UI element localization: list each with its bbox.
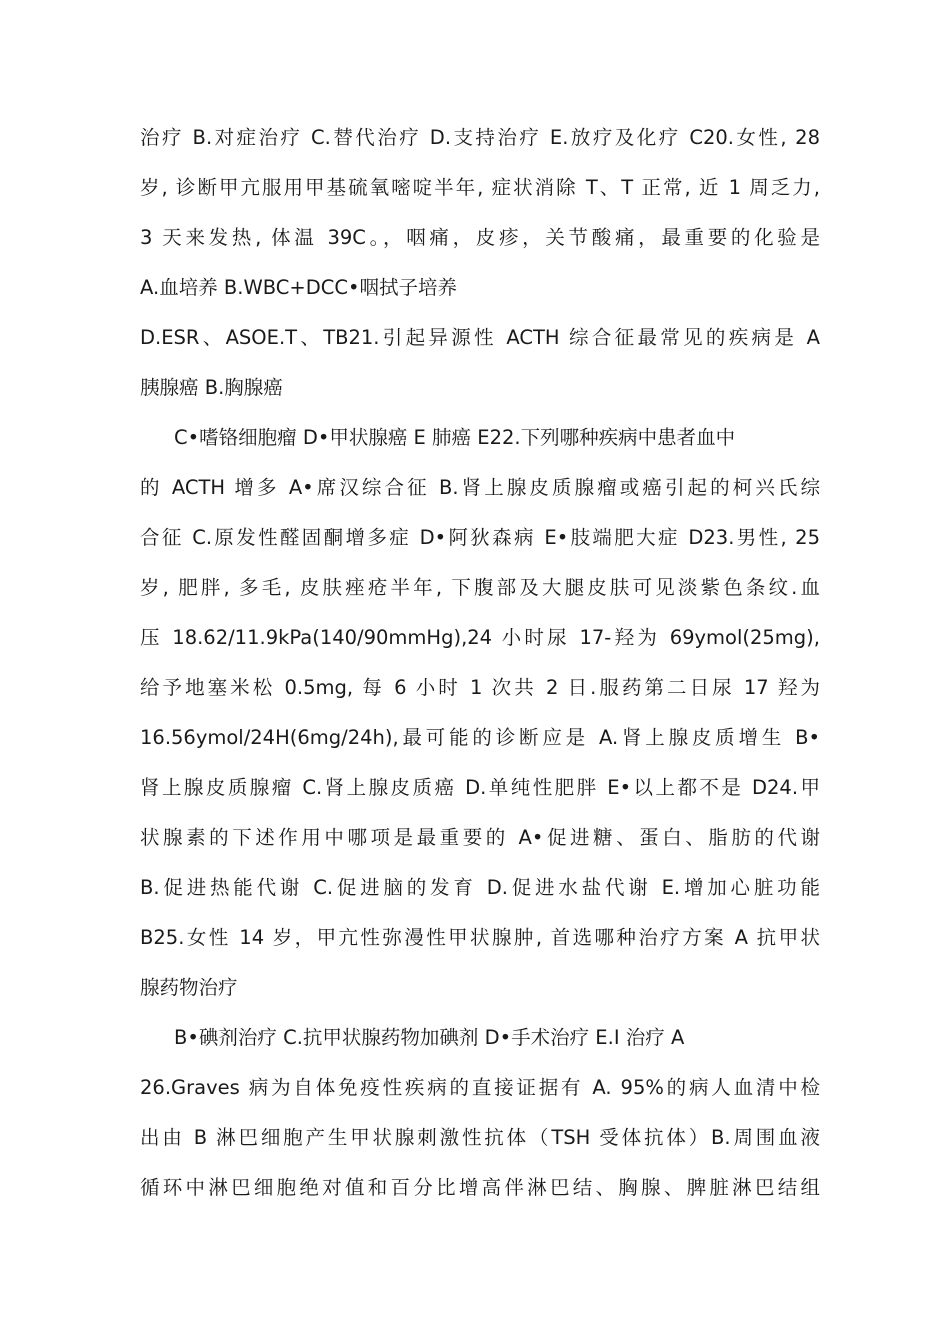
text-line-12: 给予地塞米松 0.5mg, 每 6 小时 1 次共 2 日.服药第二日尿 17 羟为	[140, 676, 820, 699]
text-line-14: 肾上腺皮质腺瘤 C.肾上腺皮质癌 D.单纯性肥胖 E•以上都不是 D24.甲	[140, 776, 820, 799]
text-line-2: 岁, 诊断甲亢服用甲基硫氧嘧啶半年, 症状消除 T、T 正常, 近 1 周乏力,	[140, 176, 820, 199]
document-body	[140, 113, 820, 1213]
text-line-19: B•碘剂治疗 C.抗甲状腺药物加碘剂 D•手术治疗 E.I 治疗 A	[174, 1026, 685, 1049]
text-line-16: B.促进热能代谢 C.促进脑的发育 D.促进水盐代谢 E.增加心脏功能	[140, 876, 820, 899]
text-line-8: 的 ACTH 增多 A•席汉综合征 B.肾上腺皮质腺瘤或癌引起的柯兴氏综	[140, 476, 820, 499]
text-line-11: 压 18.62/11.9kPa(140/90mmHg),24 小时尿 17-羟为 69ymol(25mg),	[140, 626, 820, 649]
text-line-20: 26.Graves 病为自体免疫性疾病的直接证据有 A. 95%的病人血清中检	[140, 1076, 820, 1099]
text-line-9: 合征 C.原发性醛固酮增多症 D•阿狄森病 E•肢端肥大症 D23.男性, 25	[140, 526, 820, 549]
text-line-13: 16.56ymol/24H(6mg/24h),最可能的诊断应是 A.肾上腺皮质增生 B•	[140, 726, 820, 749]
text-line-4: A.血培养 B.WBC+DCC•咽拭子培养	[140, 276, 457, 299]
text-line-18: 腺药物治疗	[140, 976, 238, 999]
text-line-7: C•嗜铬细胞瘤 D•甲状腺癌 E 肺癌 E22.下列哪种疾病中患者血中	[174, 426, 736, 449]
text-line-10: 岁, 肥胖, 多毛, 皮肤痤疮半年, 下腹部及大腿皮肤可见淡紫色条纹.血	[140, 576, 820, 599]
text-line-21: 出由 B 淋巴细胞产生甲状腺刺激性抗体（TSH 受体抗体）B.周围血液	[140, 1126, 820, 1149]
text-line-15: 状腺素的下述作用中哪项是最重要的 A•促进糖、蛋白、脂肪的代谢	[140, 826, 820, 849]
text-line-5: D.ESR、ASOE.T、TB21.引起异源性 ACTH 综合征最常见的疾病是 A	[140, 326, 820, 349]
text-line-1: 治疗 B.对症治疗 C.替代治疗 D.支持治疗 E.放疗及化疗 C20.女性, 28	[140, 126, 820, 149]
text-line-22: 循环中淋巴细胞绝对值和百分比增高伴淋巴结、胸腺、脾脏淋巴结组	[140, 1176, 820, 1199]
text-line-6: 胰腺癌 B.胸腺癌	[140, 376, 283, 399]
text-line-3: 3 天来发热, 体温 39C。，咽痛，皮疹，关节酸痛，最重要的化验是	[140, 226, 820, 249]
text-line-17: B25.女性 14 岁，甲亢性弥漫性甲状腺肿, 首选哪种治疗方案 A 抗甲状	[140, 926, 820, 949]
